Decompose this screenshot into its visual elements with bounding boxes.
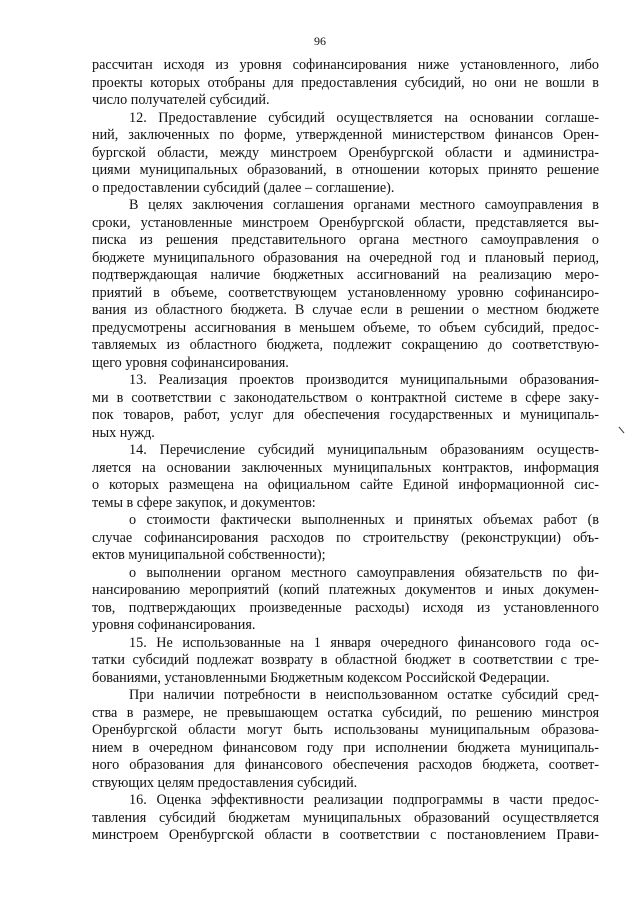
text-line: ектов муниципальной собственности);: [92, 547, 326, 563]
text-line: Оренбургской области могут быть использованы муниципальным образова-: [92, 722, 599, 738]
text-line: 15. Не использованные на 1 января очередного финансового года ос-: [129, 634, 599, 651]
text-line: тавления субсидий бюджетам муниципальных образований осуществляется: [92, 809, 599, 826]
text-line: ного образования для финансового обеспечения расходов бюджета, соответ-: [92, 757, 599, 773]
text-line: пок товаров, работ, услуг для обеспечения государственных и муниципаль-: [92, 407, 599, 423]
page-number: 96: [314, 34, 326, 48]
text-line: тавляемых из областного бюджета, подлежит сокращению до соответствую-: [92, 337, 599, 353]
text-line: ствующих целям предоставления субсидий.: [92, 774, 358, 791]
text-line: минстроем Оренбургской области в соответствии с постановлением Прави-: [92, 827, 599, 843]
text-line: ства в размере, не превышающем остатка субсидий, по решению минстроя: [92, 704, 599, 721]
text-line: ных нужд.: [92, 424, 155, 441]
text-line: 13. Реализация проектов производится муниципальными образования-: [129, 372, 599, 388]
text-line: о которых размещена на официальном сайте Единой информационной сис-: [92, 477, 599, 493]
text-line: 16. Оценка эффективности реализации подпрограммы в части предос-: [129, 792, 599, 808]
text-line: бюджете муниципального образования на очередной год и плановый период,: [92, 249, 599, 266]
text-line: ми в соответствии с законодательством о контрактной системе в сфере заку-: [92, 389, 599, 406]
text-line: бургской области, между минстроем Оренбургской области и администра-: [92, 144, 599, 161]
text-line: При наличии потребности в неиспользованном остатке субсидий сред-: [129, 687, 599, 703]
text-line: о предоставлении субсидий (далее – соглашение).: [92, 179, 395, 196]
text-line: тов, подтверждающих произведенные расходы) исходя из установленного: [92, 599, 599, 616]
text-line: 12. Предоставление субсидий осуществляется на основании соглаше-: [129, 109, 599, 126]
text-line: нием в очередном финансовом году при исполнении бюджета муниципаль-: [92, 739, 599, 756]
text-line: нансированию мероприятий (копий платежных документов и иных докумен-: [92, 582, 599, 598]
text-line: щего уровня софинансирования.: [92, 354, 289, 371]
text-line: о стоимости фактически выполненных и принятых объемах работ (в: [129, 512, 599, 528]
text-line: подтверждающая наличие бюджетных ассигнований на реализацию меро-: [92, 267, 599, 283]
body-text: [92, 57, 599, 845]
text-line: приятий в объеме, соответствующем установленному уровню софинансиро-: [92, 284, 599, 301]
text-line: число получателей субсидий.: [92, 92, 270, 108]
text-line: бованиями, установленными Бюджетным кодексом Российской Федерации.: [92, 669, 550, 686]
text-line: уровня софинансирования.: [92, 617, 256, 633]
text-line: темы в сфере закупок, и документов:: [92, 494, 316, 511]
text-line: ний, заключенных по форме, утвержденной министерством финансов Орен-: [92, 127, 599, 143]
text-line: вания из областного бюджета. В случае если в решении о местном бюджете: [92, 302, 599, 318]
text-line: циями муниципальных образований, в отношении которых принято решение: [92, 162, 599, 178]
text-line: случае софинансирования расходов по строительству (реконструкции) объ-: [92, 529, 599, 546]
text-line: сроки, установленные минстроем Оренбургской области, представляется вы-: [92, 214, 599, 231]
text-line: 14. Перечисление субсидий муниципальным образованиям осуществ-: [129, 442, 599, 458]
text-line: о выполнении органом местного самоуправления обязательств по фи-: [129, 564, 599, 581]
text-line: рассчитан исходя из уровня софинансирования ниже установленного, либо: [92, 57, 599, 73]
text-line: татки субсидий подлежат возврату в областной бюджет в соответствии с тре-: [92, 652, 599, 668]
text-line: В целях заключения соглашения органами местного самоуправления в: [129, 197, 599, 213]
text-line: предусмотрены ассигнования в меньшем объеме, то объем субсидий, предос-: [92, 319, 599, 336]
text-line: проекты которых отобраны для предоставления субсидий, но они не вошли в: [92, 74, 599, 91]
text-line: писка из решения представительного органа местного самоуправления о: [92, 232, 599, 248]
margin-mark: [619, 427, 625, 434]
text-line: ляется на основании заключенных муниципальных контрактов, информация: [92, 459, 599, 476]
